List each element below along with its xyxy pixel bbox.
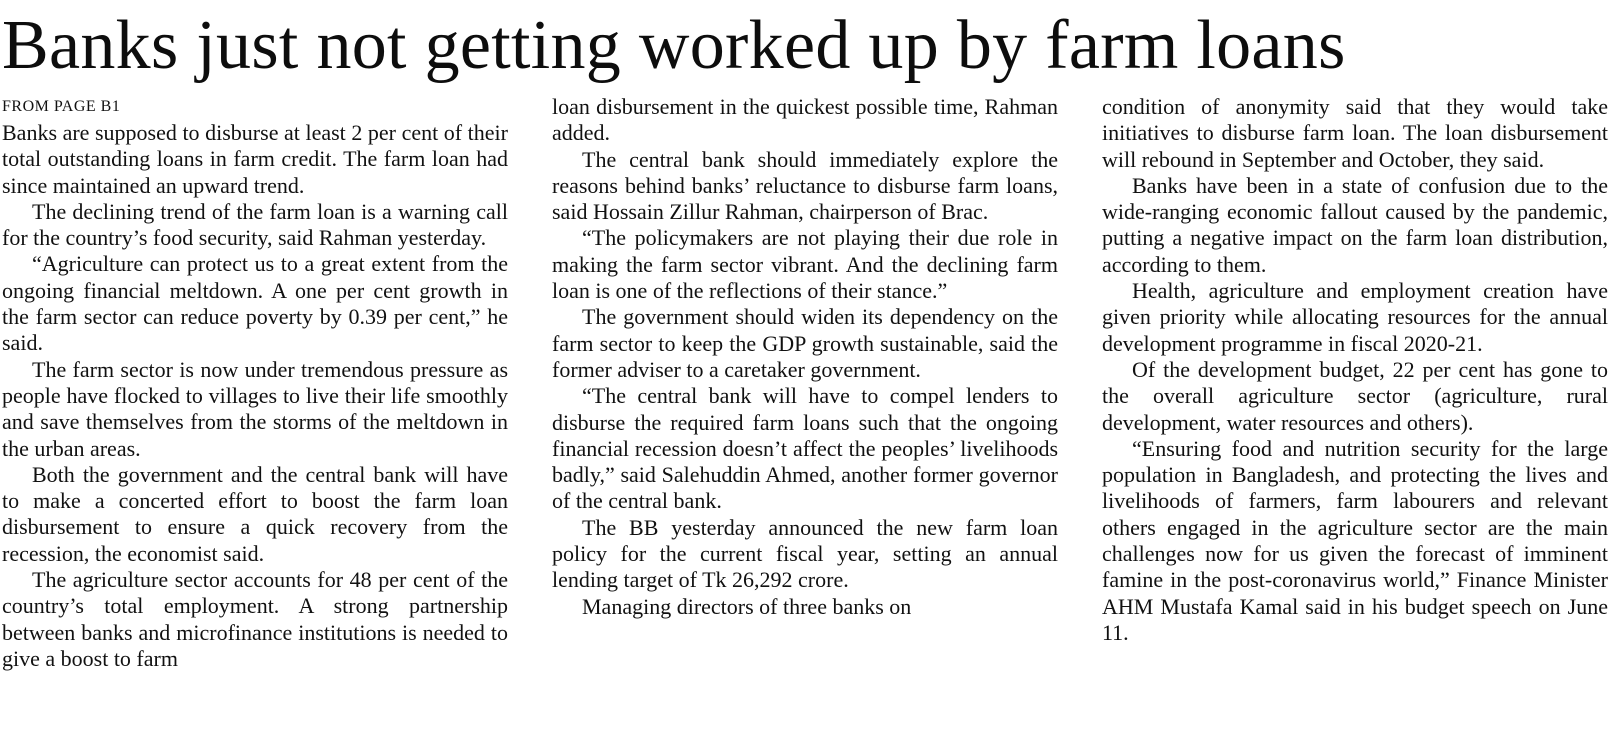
paragraph: loan disbursement in the quickest possible time, Rahman added. [552,94,1058,146]
paragraph: Managing directors of three banks on [582,593,912,619]
paragraph: The agriculture sector accounts for 48 per cent of the country’s total employment. A strong partnership between banks and microfinance institutions is needed to give a boost to farm [2,567,508,671]
paragraph: The declining trend of the farm loan is a warning call for the country’s food security, said Rahman yesterday. [2,198,508,251]
paragraph: The central bank should immediately explore the reasons behind banks’ reluctance to disburse farm loans, said Hossain Zillur Rahman, chairperson of Brac. [552,146,1058,225]
article-column-3 [1102,94,1608,672]
paragraph: Health, agriculture and employment creation have given priority while allocating resources for the annual development programme in fiscal 2020-21. [1102,278,1608,356]
paragraph: The BB yesterday announced the new farm loan policy for the current fiscal year, setting an annual lending target of Tk 26,292 crore. [552,514,1058,593]
article-column-2 [552,94,1058,672]
paragraph: Of the development budget, 22 per cent has gone to the overall agriculture sector (agriculture, rural development, water resources and others). [1102,356,1608,435]
paragraph: “The policymakers are not playing their due role in making the farm sector vibrant. And the declining farm loan is one of the reflections of their stance.” [552,225,1058,304]
paragraph: The farm sector is now under tremendous pressure as people have flocked to villages to live their life smoothly and save themselves from the storms of the meltdown in the urban areas. [2,356,508,461]
continued-from-label: FROM PAGE B1 [2,98,121,115]
paragraph: Banks are supposed to disburse at least 2 per cent of their total outstanding loans in farm credit. The farm loan had since maintained an upward trend. [2,120,508,198]
paragraph: The government should widen its dependency on the farm sector to keep the GDP growth sustainable, said the former adviser to a caretaker government. [552,304,1058,382]
paragraph: Banks have been in a state of confusion due to the wide-ranging economic fallout caused by the pandemic, putting a negative impact on the farm loan distribution, according to them. [1102,172,1608,277]
paragraph: condition of anonymity said that they would take initiatives to disburse farm loan. The loan disbursement will rebound in September and October, they said. [1102,94,1608,172]
paragraph: “Agriculture can protect us to a great extent from the ongoing financial meltdown. A one per cent growth in the farm sector can reduce poverty by 0.39 per cent,” he said. [2,251,508,356]
article-column-1 [2,94,508,672]
paragraph: “The central bank will have to compel lenders to disburse the required farm loans such that the ongoing financial recession doesn’t affect the peoples’ livelihoods badly,” said Salehuddin Ahmed, another former governor of the central bank. [552,383,1058,514]
paragraph: Both the government and the central bank will have to make a concerted effort to boost the farm loan disbursement to ensure a quick recovery from the recession, the economist said. [2,461,508,566]
article-headline: Banks just not getting worked up by farm loans [2,7,1346,84]
article-columns [2,94,1608,672]
paragraph: “Ensuring food and nutrition security for the large population in Bangladesh, and protecting the lives and livelihoods of farmers, farm labourers and relevant others engaged in the agriculture sector are the main challenges now for us given the forecast of imminent famine in the post-coronavirus world,” Finance Minister AHM Mustafa Kamal said in his budget speech on June 11. [1102,435,1608,645]
